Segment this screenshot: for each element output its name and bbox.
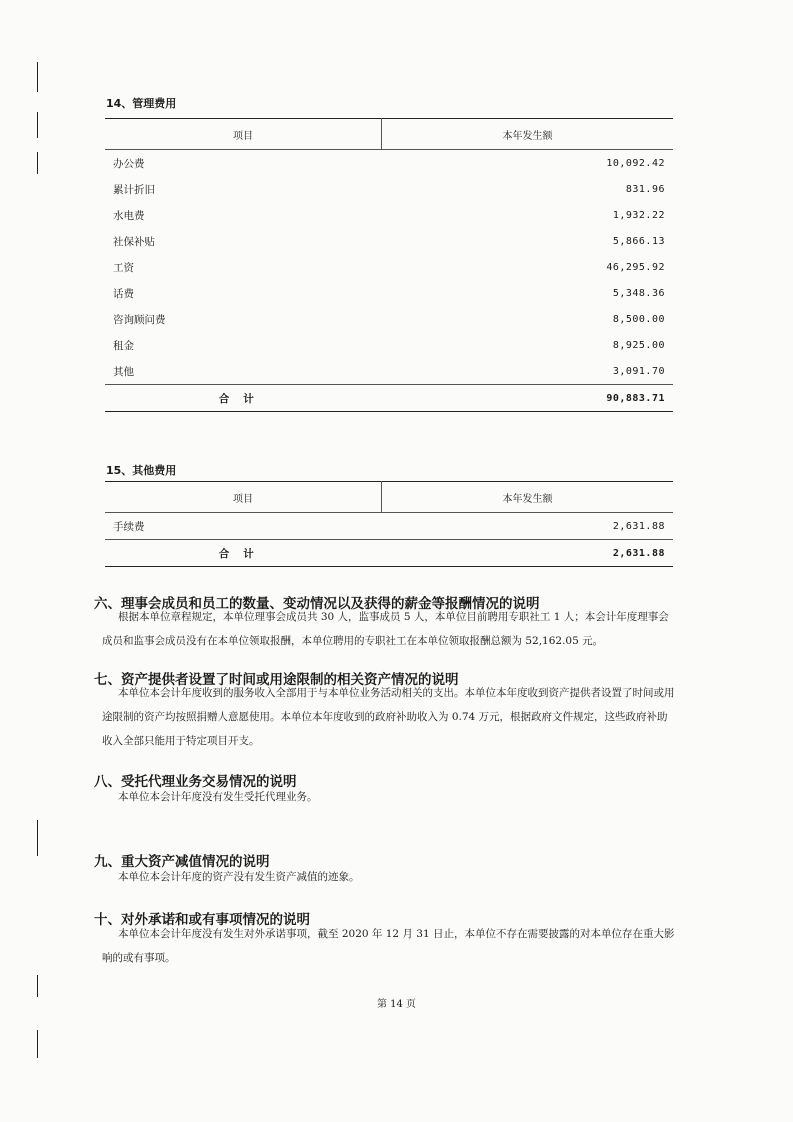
- table-row: [105, 513, 673, 540]
- note-body: 本单位本会计年度没有发生对外承诺事项，截至 2020 年 12 月 31 日止，本单位不存在需要披露的对本单位存在重大影响的或有事项。: [102, 928, 675, 964]
- row-amount: 2,631.88: [612, 520, 665, 532]
- note-heading: 七、资产提供者设置了时间或用途限制的相关资产情况的说明: [94, 672, 459, 688]
- table-row: [105, 176, 673, 202]
- table-row: [105, 202, 673, 228]
- table-header-row: [105, 482, 673, 513]
- note-body: 本单位本会计年度收到的服务收入全部用于与本单位业务活动相关的支出。本单位本年度收到资产提供者设置了时间或用途限制的资产均按照捐赠人意愿使用。本单位本年度收到的政府补助收入为 0.74 万元，根据政府文件规定，这些政府补助收入全部只能用于特定项目开支。: [102, 687, 675, 747]
- section-14-title: 14、管理费用: [106, 97, 177, 110]
- total-label: 合计: [218, 392, 268, 405]
- col-item-header: 项目: [105, 119, 382, 150]
- row-amount: 8,925.00: [612, 339, 665, 351]
- row-amount: 5,348.36: [612, 287, 665, 299]
- admin-expenses-table: [105, 118, 673, 412]
- total-row: [105, 385, 673, 412]
- table-row: [105, 150, 673, 177]
- row-amount: 10,092.42: [606, 157, 665, 169]
- row-label: 话费: [113, 287, 134, 300]
- table-row: [105, 254, 673, 280]
- table-row: [105, 358, 673, 385]
- row-amount: 1,932.22: [612, 209, 665, 221]
- binding-mark: [37, 112, 38, 138]
- binding-mark: [37, 1030, 38, 1058]
- total-amount: 90,883.71: [606, 392, 665, 404]
- row-label: 其他: [113, 365, 134, 378]
- col-amount-header: 本年发生额: [502, 493, 553, 505]
- table-header-row: [105, 119, 673, 150]
- section-15-title: 15、其他费用: [106, 464, 177, 477]
- note-body: 本单位本会计年度的资产没有发生资产减值的迹象。: [118, 871, 360, 883]
- row-label: 工资: [113, 261, 134, 274]
- row-amount: 3,091.70: [612, 365, 665, 377]
- table-row: [105, 332, 673, 358]
- table-row: [105, 306, 673, 332]
- binding-mark: [37, 62, 38, 92]
- binding-mark: [37, 152, 38, 174]
- row-label: 租金: [113, 339, 134, 352]
- note-heading: 十、对外承诺和或有事项情况的说明: [94, 912, 310, 928]
- row-label: 办公费: [113, 157, 145, 170]
- row-amount: 8,500.00: [612, 313, 665, 325]
- total-amount: 2,631.88: [612, 547, 665, 559]
- row-amount: 5,866.13: [612, 235, 665, 247]
- note-body: 本单位本会计年度没有发生受托代理业务。: [118, 791, 318, 803]
- note-heading: 八、受托代理业务交易情况的说明: [94, 774, 297, 790]
- row-label: 累计折旧: [113, 183, 155, 196]
- col-amount-header: 本年发生额: [502, 130, 553, 142]
- note-heading: 六、理事会成员和员工的数量、变动情况以及获得的薪金等报酬情况的说明: [94, 596, 540, 612]
- total-label: 合计: [218, 547, 268, 560]
- row-amount: 46,295.92: [606, 261, 665, 273]
- row-label: 水电费: [113, 209, 145, 222]
- row-label: 社保补贴: [113, 235, 155, 248]
- row-amount: 831.96: [625, 183, 665, 195]
- table-row: [105, 228, 673, 254]
- total-row: [105, 540, 673, 567]
- row-label: 手续费: [113, 520, 145, 533]
- binding-mark: [37, 820, 38, 856]
- row-label: 咨询顾问费: [113, 313, 166, 326]
- col-item-header: 项目: [105, 482, 382, 513]
- page-number: 第 14 页: [376, 999, 417, 1010]
- table-row: [105, 280, 673, 306]
- note-body: 根据本单位章程规定，本单位理事会成员共 30 人，监事成员 5 人，本单位目前聘用专职社工 1 人；本会计年度理事会成员和监事会成员没有在本单位领取报酬，本单位聘用的专职社工在本单位领取报酬总额为 52,162.05 元。: [102, 611, 669, 647]
- binding-mark: [37, 975, 38, 997]
- note-heading: 九、重大资产减值情况的说明: [94, 854, 270, 870]
- other-expenses-table: [105, 481, 673, 567]
